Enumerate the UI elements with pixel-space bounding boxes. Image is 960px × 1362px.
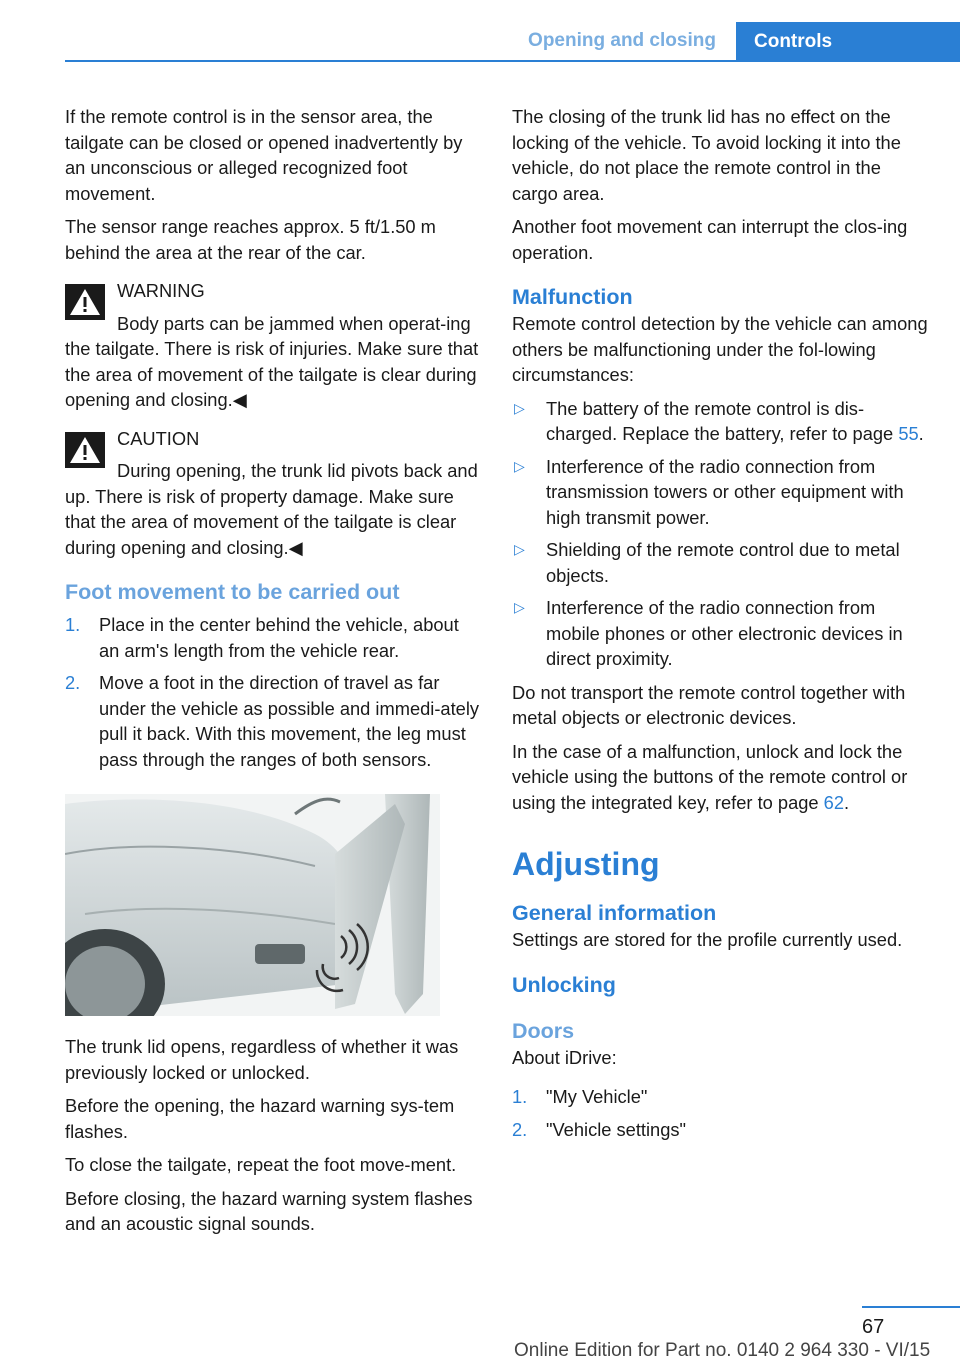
list-item: ▷ The battery of the remote control is dis‐charged. Replace the battery, refer to page 55.: [514, 397, 924, 444]
caution-icon: [65, 432, 105, 468]
list-item: 2. Move a foot in the direction of travel as far under the vehicle as possible and immedi‐ately pull it back. With this movement, the leg must pass through the ranges of both sensors.: [65, 672, 480, 770]
paragraph: About iDrive:: [512, 1046, 617, 1068]
paragraph: The closing of the trunk lid has no effect on the locking of the vehicle. To avoid locking it into the vehicle, do not place the remote control in the cargo area.: [512, 106, 901, 204]
caution-title: CAUTION: [117, 427, 200, 449]
malfunction-list: [512, 396, 930, 672]
list-item: ▷ Shielding of the remote control due to metal objects.: [514, 539, 900, 586]
paragraph: In the case of a malfunction, unlock and lock the vehicle using the buttons of the remote control or using the integrated key, refer to page 62.: [512, 740, 908, 813]
bullet-triangle-icon: ▷: [514, 457, 525, 474]
section-title: Opening and closing: [528, 30, 716, 51]
doors-steps-list: [512, 1084, 930, 1142]
doors-heading: Doors: [512, 1018, 575, 1043]
foot-steps-list: [65, 612, 483, 772]
page-number: 67: [862, 1316, 885, 1338]
warning-text: Body parts can be jammed when operat‐ing the tailgate. There is risk of injuries. Make sure that the area of movement of the tailgate is clear during opening and closing.◀: [65, 312, 479, 410]
bullet-triangle-icon: ▷: [514, 541, 525, 557]
warning-icon: [65, 284, 105, 320]
paragraph: Settings are stored for the profile currently used.: [512, 929, 903, 950]
edition-footer: Online Edition for Part no. 0140 2 964 330 - VI/15: [514, 1340, 931, 1361]
warning-title: WARNING: [117, 280, 205, 301]
paragraph: Another foot movement can interrupt the clos‐ing operation.: [512, 216, 908, 263]
bullet-triangle-icon: ▷: [514, 599, 525, 615]
page-link[interactable]: 62: [823, 791, 844, 813]
paragraph: Remote control detection by the vehicle can among others be malfunctioning under the fol‐lowing circumstances:: [512, 313, 928, 385]
page-header: [0, 0, 960, 62]
adjusting-heading: Adjusting: [512, 846, 660, 882]
right-column: [512, 104, 930, 1150]
footer-rule: [862, 1306, 960, 1308]
paragraph: To close the tailgate, repeat the foot move‐ment.: [65, 1154, 457, 1175]
general-info-heading: General information: [512, 901, 717, 925]
paragraph: Before closing, the hazard warning system flashes and an acoustic signal sounds.: [65, 1187, 473, 1234]
list-item: ▷ Interference of the radio connection from transmission towers or other equipment with high transmit power.: [514, 455, 904, 528]
list-item: 2. "Vehicle settings": [512, 1118, 687, 1140]
paragraph: Do not transport the remote control together with metal objects or electronic devices.: [512, 681, 906, 728]
malfunction-heading: Malfunction: [512, 285, 633, 309]
foot-sensor-illustration: [65, 794, 440, 1016]
list-item: ▷ Interference of the radio connection from mobile phones or other electronic devices in direct proximity.: [514, 597, 903, 669]
page-link[interactable]: 55: [898, 423, 919, 444]
header-rule: [65, 60, 960, 62]
paragraph: If the remote control is in the sensor area, the tailgate can be closed or opened inadvertently by an unconscious or alleged recognized foot movement.: [65, 106, 463, 204]
paragraph: The trunk lid opens, regardless of whether it was previously locked or unlocked.: [65, 1036, 459, 1083]
warning-box: [65, 278, 483, 413]
left-column: [65, 104, 483, 1245]
foot-movement-heading: Foot movement to be carried out: [65, 580, 400, 604]
list-item: 1. "My Vehicle": [512, 1086, 648, 1107]
unlocking-heading: Unlocking: [512, 972, 616, 997]
bullet-triangle-icon: ▷: [514, 399, 525, 416]
list-item: 1. Place in the center behind the vehicle, about an arm's length from the vehicle rear.: [65, 614, 459, 661]
paragraph: Before the opening, the hazard warning sys‐tem flashes.: [65, 1095, 455, 1142]
paragraph: The sensor range reaches approx. 5 ft/1.50 m behind the area at the rear of the car.: [65, 216, 436, 263]
chapter-tab: Controls: [736, 22, 960, 62]
caution-text: During opening, the trunk lid pivots back and up. There is risk of property damage. Make sure that the area of movement of the tailgate is clear during opening and closing.◀: [65, 460, 478, 558]
caution-box: [65, 426, 483, 561]
